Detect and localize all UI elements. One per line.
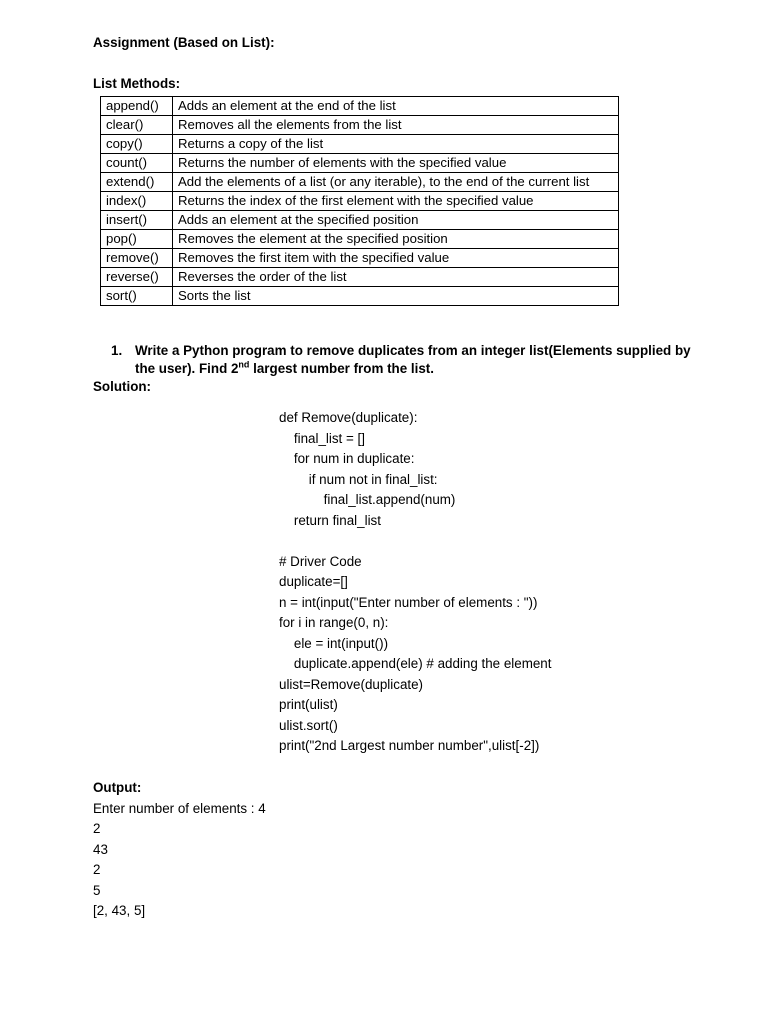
method-row (101, 268, 619, 287)
method-description: Returns a copy of the list (173, 135, 619, 154)
method-description: Returns the number of elements with the specified value (173, 154, 619, 173)
method-description: Removes all the elements from the list (173, 116, 619, 135)
method-name: clear() (101, 116, 173, 135)
document-title: Assignment (Based on List): (93, 35, 275, 50)
code-line: # Driver Code (279, 553, 362, 569)
method-row (101, 287, 619, 306)
question-text (135, 342, 695, 378)
code-line: ulist.sort() (279, 717, 338, 733)
code-line: print("2nd Largest number number",ulist[-2]) (279, 738, 540, 753)
method-description: Adds an element at the end of the list (173, 97, 619, 116)
code-line: for i in range(0, n): (279, 615, 389, 630)
output-line: 43 (93, 841, 108, 857)
method-name: index() (101, 192, 173, 211)
question-text-main: Write a Python program to remove duplicates from an integer list(Elements supplied by the user). Find 2 (135, 343, 691, 376)
code-line: final_list.append(num) (279, 492, 456, 507)
method-row (101, 173, 619, 192)
method-row (101, 249, 619, 268)
method-description: Add the elements of a list (or any iterable), to the end of the current list (173, 173, 619, 192)
method-row (101, 211, 619, 230)
code-line: if num not in final_list: (279, 471, 438, 487)
code-line: final_list = [] (279, 430, 365, 446)
code-line (279, 531, 551, 552)
code-line: ele = int(input()) (279, 635, 389, 651)
method-row (101, 154, 619, 173)
question-text-superscript: nd (238, 359, 250, 370)
method-name: copy() (101, 135, 173, 154)
output-line: 5 (93, 882, 101, 898)
method-row (101, 97, 619, 116)
method-row (101, 135, 619, 154)
output-line: 2 (93, 821, 101, 836)
method-description: Removes the element at the specified position (173, 230, 619, 249)
method-name: extend() (101, 173, 173, 192)
method-description: Reverses the order of the list (173, 268, 619, 287)
method-row (101, 192, 619, 211)
method-name: append() (101, 97, 173, 116)
method-name: reverse() (101, 268, 173, 287)
list-methods-heading: List Methods: (93, 76, 181, 91)
code-line: duplicate=[] (279, 574, 348, 589)
method-description: Adds an element at the specified position (173, 211, 619, 230)
code-line: ulist=Remove(duplicate) (279, 676, 424, 692)
question-text-tail: largest number from the list. (249, 361, 434, 376)
output-label: Output: (93, 780, 142, 795)
code-line: for num in duplicate: (279, 451, 415, 466)
solution-label: Solution: (93, 379, 152, 394)
method-name: pop() (101, 230, 173, 249)
question-number: 1. (111, 343, 123, 358)
method-name: count() (101, 154, 173, 173)
output-block (93, 778, 266, 922)
method-name: remove() (101, 249, 173, 268)
code-line: def Remove(duplicate): (279, 410, 418, 425)
code-line: n = int(input("Enter number of elements : ")) (279, 594, 538, 610)
code-block (279, 408, 551, 757)
method-description: Sorts the list (173, 287, 619, 306)
output-line: 2 (93, 862, 101, 877)
method-row (101, 230, 619, 249)
list-methods-table (100, 96, 619, 306)
method-name: sort() (101, 287, 173, 306)
method-row (101, 116, 619, 135)
code-line: duplicate.append(ele) # adding the element (279, 656, 552, 671)
method-description: Removes the first item with the specified value (173, 249, 619, 268)
code-line: return final_list (279, 512, 381, 528)
method-description: Returns the index of the first element with the specified value (173, 192, 619, 211)
method-name: insert() (101, 211, 173, 230)
code-line: print(ulist) (279, 697, 338, 712)
output-line: Enter number of elements : 4 (93, 800, 266, 816)
output-line: [2, 43, 5] (93, 903, 146, 918)
